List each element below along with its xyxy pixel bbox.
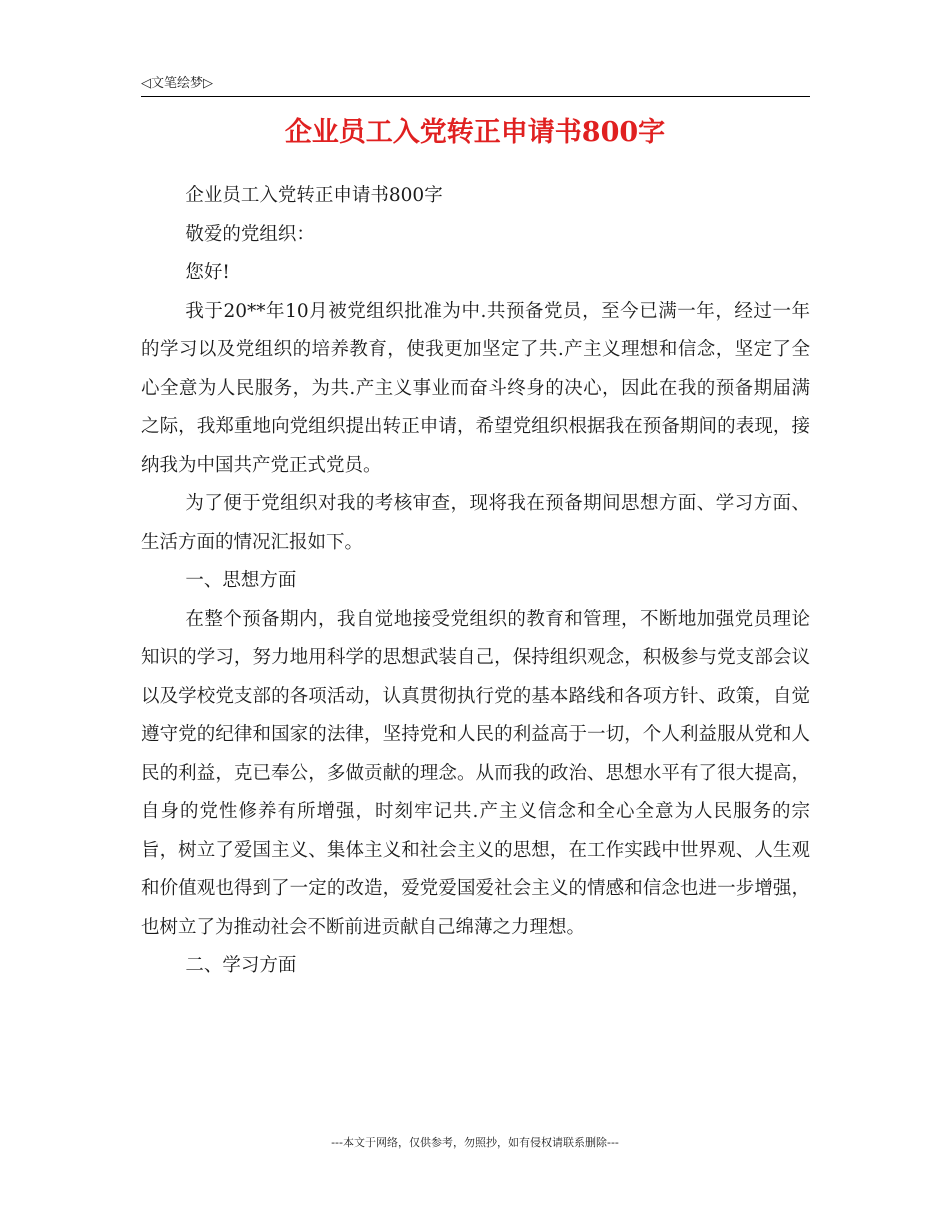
body-paragraph-intro: 为了便于党组织对我的考核审查，现将我在预备期间思想方面、学习方面、生活方面的情况汇报如下。 bbox=[141, 493, 810, 553]
body-paragraph-thought: 在整个预备期内，我自觉地接受党组织的教育和管理，不断地加强党员理论知识的学习，努力地用科学的思想武装自己，保持组织观念，积极参与党支部会议以及学校党支部的各项活动，认真贯彻执行党的基本路线和各项方针、政策，自觉遵守党的纪律和国家的法律，坚持党和人民的利益高于一切，个人利益服从党和人民的利益，克已奉公，多做贡献的理念。从而我的政治、思想水平有了很大提高，自身的党性修养有所增强，时刻牢记共.产主义信念和全心全意为人民服务的宗旨，树立了爱国主义、集体主义和社会主义的思想，在工作实践中世界观、人生观和价值观也得到了一定的改造，爱党爱国爱社会主义的情感和信念也进一步增强，也树立了为推动社会不断前进贡献自己绵薄之力理想。 bbox=[141, 608, 810, 938]
body-paragraph-subtitle: 企业员工入党转正申请书800字 bbox=[185, 185, 443, 206]
header-brand-text: ◁文笔绘梦▷ bbox=[141, 76, 213, 91]
page-footer-disclaimer: ---本文于网络，仅供参考，勿照抄，如有侵权请联系删除--- bbox=[331, 1136, 619, 1149]
document-body bbox=[141, 177, 810, 986]
body-paragraph-greeting: 您好! bbox=[185, 262, 230, 283]
page-header bbox=[141, 74, 810, 97]
section-heading-study: 二、学习方面 bbox=[185, 955, 297, 976]
body-paragraph-salutation: 敬爱的党组织： bbox=[185, 223, 315, 245]
document-title: 企业员工入党转正申请书800字 bbox=[284, 117, 666, 148]
body-paragraph-application: 我于20**年10月被党组织批准为中.共预备党员，至今已满一年，经过一年的学习以及党组织的培养教育，使我更加坚定了共.产主义理想和信念，坚定了全心全意为人民服务，为共.产主义事业而奋斗终身的决心，因此在我的预备期届满之际，我郑重地向党组织提出转正申请，希望党组织根据我在预备期间的表现，接纳我为中国共产党正式党员。 bbox=[141, 300, 810, 476]
section-heading-thought: 一、思想方面 bbox=[185, 570, 297, 591]
